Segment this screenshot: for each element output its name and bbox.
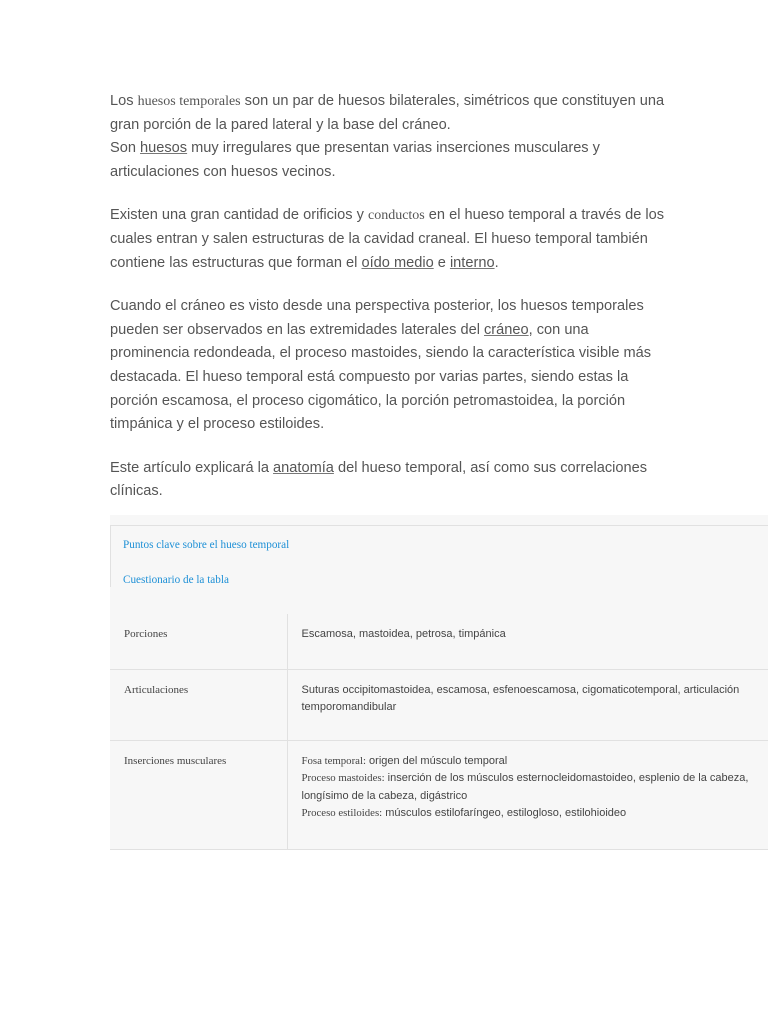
intro-paragraph-3 — [110, 295, 670, 437]
link-craneo[interactable]: cráneo — [484, 321, 529, 338]
text: en el hueso temporal a través de los cuales entran y salen estructuras de la cavidad craneal. El hueso temporal también contiene las estructuras que forman el — [110, 207, 665, 271]
table-quiz-link[interactable]: Cuestionario de la tabla — [123, 574, 229, 586]
insertion-item — [302, 805, 765, 823]
article-intro — [110, 90, 670, 524]
key-points-box — [110, 515, 768, 849]
intro-paragraph-2 — [110, 204, 670, 275]
key-points-header — [110, 525, 768, 602]
text: son un par de huesos bilaterales, simétricos que constituyen una gran porción de la pared lateral y la base del cráneo. — [110, 93, 665, 133]
insertion-term: Proceso estiloides: — [301, 807, 383, 819]
row-label: Inserciones musculares — [110, 740, 287, 849]
term-conductos: conductos — [367, 208, 425, 224]
key-points-table — [110, 614, 768, 850]
table-row — [110, 669, 768, 740]
text: Los — [110, 93, 138, 109]
row-value: Escamosa, mastoidea, petrosa, timpánica — [287, 614, 768, 669]
text: Son — [110, 140, 141, 157]
intro-paragraph-1 — [110, 90, 670, 184]
insertion-term: Fosa temporal: — [301, 754, 366, 767]
intro-paragraph-4 — [110, 457, 670, 504]
text: e — [433, 254, 450, 271]
insertion-text: origen del músculo temporal — [365, 754, 508, 767]
text: Cuando el cráneo es visto desde una perspectiva posterior, los huesos temporales pueden ser observados en las extremidades laterales del — [110, 298, 644, 338]
text: , con una prominencia redondeada, el proceso mastoides, siendo la característica visible más destacada. El hueso temporal está compuesto por varias partes, siendo estas la porción escamosa, el proceso cigomático, la porción petromastoidea, la porción timpánica y el proceso estiloides. — [110, 321, 652, 433]
text: del hueso temporal, así como sus correlaciones clínicas. — [110, 459, 648, 500]
insertion-text: inserción de los músculos esternocleidomastoideo, esplenio de la cabeza, longísimo de la cabeza, digástrico — [301, 772, 749, 802]
insertion-item — [302, 770, 765, 805]
insertion-term: Proceso mastoides: — [301, 772, 385, 784]
text: . — [494, 254, 499, 271]
link-oido-medio[interactable]: oído medio — [361, 254, 434, 271]
text: Existen una gran cantidad de orificios y — [110, 207, 368, 224]
row-value: Suturas occipitomastoidea, escamosa, esfenoescamosa, cigomaticotemporal, articulación temporomandibular — [287, 669, 768, 740]
insertion-item — [302, 753, 765, 771]
term-huesos-temporales: huesos temporales — [137, 94, 241, 109]
text: Este artículo explicará la — [110, 459, 274, 476]
table-row — [110, 740, 768, 849]
link-huesos[interactable]: huesos — [140, 140, 188, 157]
row-value — [287, 740, 768, 849]
text: muy irregulares que presentan varias inserciones musculares y articulaciones con huesos vecinos. — [110, 140, 600, 180]
key-points-link[interactable]: Puntos clave sobre el hueso temporal — [123, 539, 290, 551]
link-interno[interactable]: interno — [449, 254, 495, 271]
row-label: Porciones — [110, 614, 287, 669]
link-anatomia[interactable]: anatomía — [273, 459, 334, 476]
table-row — [110, 614, 768, 669]
insertion-text: músculos estilofaríngeo, estilogloso, estilohioideo — [382, 807, 627, 819]
row-label: Articulaciones — [110, 669, 287, 740]
